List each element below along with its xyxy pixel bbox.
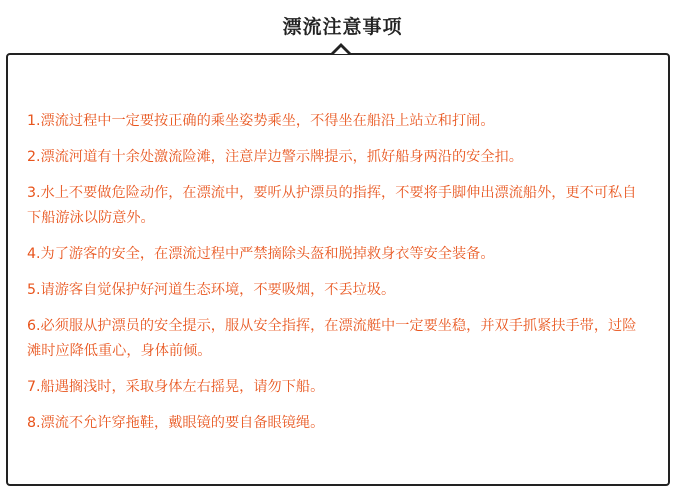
list-item: 2.漂流河道有十余处激流险滩，注意岸边警示牌提示，抓好船身两沿的安全扣。 [27,149,523,165]
notice-box [6,53,670,486]
list-item: 6.必须服从护漂员的安全提示，服从安全指挥，在漂流艇中一定要坐稳，并双手抓紧扶手带，过险滩时应降低重心，身体前倾。 [27,318,637,359]
page-title: 漂流注意事项 [282,16,403,38]
callout-notch-fill [334,47,348,54]
list-item: 1.漂流过程中一定要按正确的乘坐姿势乘坐，不得坐在船沿上站立和打闹。 [27,113,495,129]
list-item: 7.船遇搁浅时，采取身体左右摇晃，请勿下船。 [27,379,325,395]
list-item: 4.为了游客的安全，在漂流过程中严禁摘除头盔和脱掉救身衣等安全装备。 [27,246,495,262]
list-item: 3.水上不要做危险动作，在漂流中，要听从护漂员的指挥，不要将手脚伸出漂流船外，更不可私自下船游泳以防意外。 [27,185,637,226]
list-item: 5.请游客自觉保护好河道生态环境，不要吸烟，不丢垃圾。 [27,282,396,298]
list-item: 8.漂流不允许穿拖鞋，戴眼镜的要自备眼镜绳。 [27,415,325,431]
notice-list [27,109,647,447]
